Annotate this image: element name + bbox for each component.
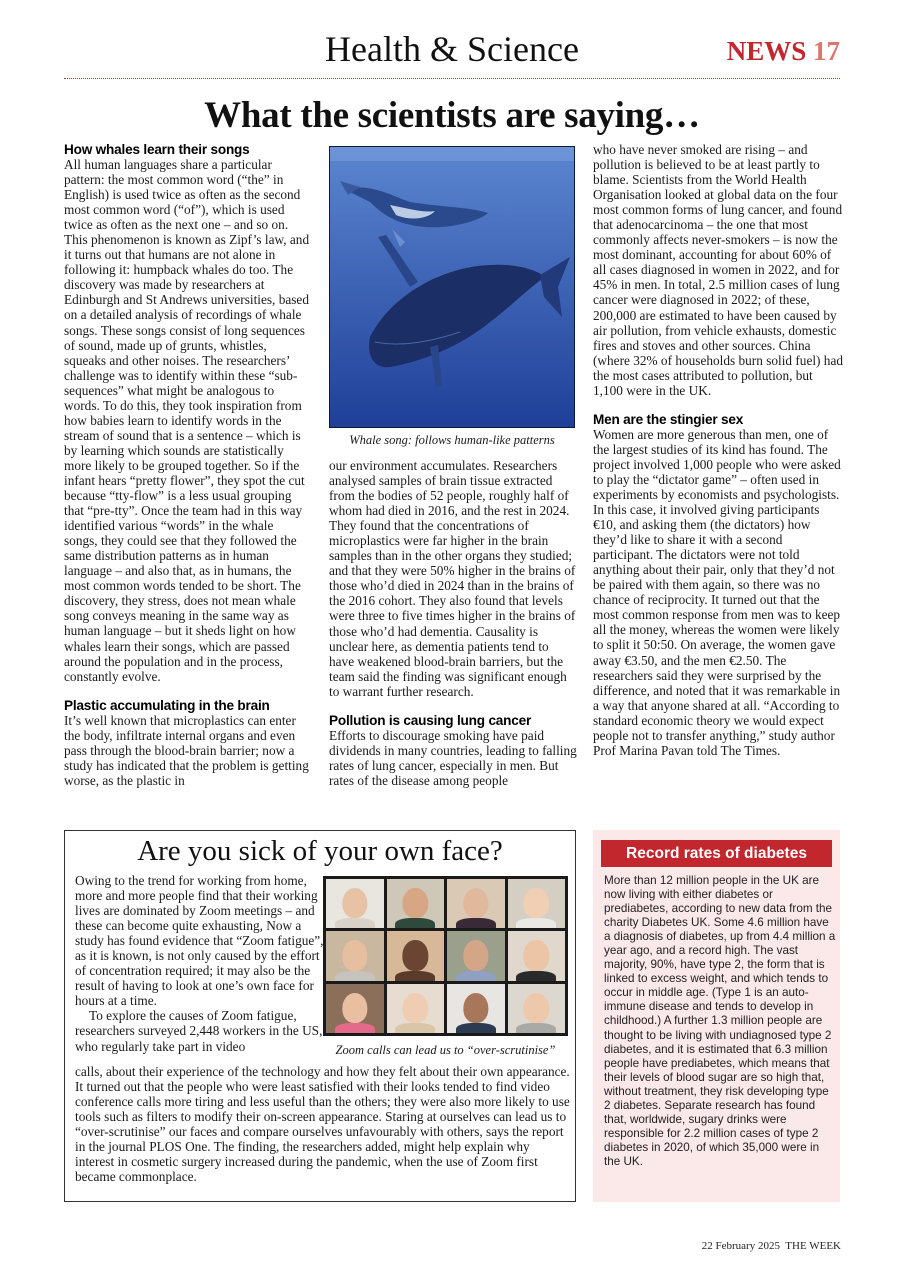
participant-tile xyxy=(387,879,445,928)
column-2 xyxy=(329,458,577,788)
article-heading-pollution: Pollution is causing lung cancer xyxy=(329,712,532,728)
column-1 xyxy=(64,142,310,788)
article-body-whales: All human languages share a particular pattern: the most common word (“the” in English) is used twice as often as the second most common word (“of”), which is used twice as often as the next one – and so on. This phenomenon is known as Zipf’s law, and it turns out that humans are not alone in following it: humpback whales do too. The discovery was made by researchers at Edinburgh and St Andrews universities, based on a detailed analysis of recordings of whale songs. These songs consist of long sequences of sound, made up of grunts, whistles, squeaks and other noises. The researchers’ challenge was to identify within these “sub-sequences” what might be analogous to words. To do this, they took inspiration from how babies learn to identify words in the stream of sound that is a sentence – which is by learning which sounds are statistically more likely to be grouped together. So if the infant hears “pretty flower”, they spot the cut because “tty-flow” is a less usual grouping that “pre-tty”. Once the team had in this way identified various “words” in the whale songs, they could see that they followed the same distribution patterns as in human language – and also that, as in humans, the most common words tended to be short. The discovery, they stress, does not mean whale song conveys meaning in the same way as human language – but it sheds light on how whales learn their songs, which are passed around the population and in the process, constantly evolve. xyxy=(64,157,310,684)
feature-photo-caption: Zoom calls can lead us to “over-scrutinise” xyxy=(335,1043,556,1057)
news-page-label xyxy=(727,36,840,67)
page-headline: What the scientists are saying… xyxy=(204,95,700,136)
feature-paragraph-2-start: To explore the causes of Zoom fatigue, researchers surveyed 2,448 workers in the US, who regularly take part in video xyxy=(75,1008,323,1054)
section-title: Health & Science xyxy=(325,29,579,69)
whale-photo xyxy=(329,146,575,428)
news-label: NEWS xyxy=(726,36,807,66)
masthead xyxy=(64,28,840,78)
diabetes-heading: Record rates of diabetes xyxy=(601,840,832,867)
humpback-whale-icon xyxy=(330,147,575,428)
participant-tile xyxy=(387,984,445,1033)
publication-name: THE WEEK xyxy=(785,1240,841,1252)
article-heading-stingier: Men are the stingier sex xyxy=(593,411,744,427)
zoom-fatigue-feature xyxy=(64,830,576,1202)
page-number: 17 xyxy=(813,36,840,66)
participant-tile xyxy=(326,931,384,980)
issue-date: 22 February 2025 xyxy=(701,1240,780,1252)
feature-text-top xyxy=(75,873,325,1054)
participant-tile xyxy=(447,984,505,1033)
participant-tile xyxy=(326,984,384,1033)
article-heading-whales: How whales learn their songs xyxy=(64,142,250,157)
article-body-stingier: Women are more generous than men, one of the largest studies of its kind has found. The project involved 1,000 people who were asked to play the “dictator game” – often used in experiments by economists and psychologists. In this case, it involved giving participants €10, and asking them (the dictators) how they’d like to share it with a second participant. The dictators were not told anything about their pair, only that they’d not be paired with them again, so there was no chance of reciprocity. It turned out that the most common response from men was to keep all the money, whereas the women were likely to split it 50:50. On average, the women gave away €3.50, and the men €2.50. The researchers said they were surprised by the difference, and noted that it was remarkable in a way that anyone shared at all. “According to standard economic theory we would expect people not to transfer anything,” study author Prof Marina Pavan told The Times. xyxy=(593,426,841,758)
feature-paragraph-1: Owing to the trend for working from home, more and more people find that their working lives are dominated by Zoom meetings – and these can become quite exhausting, Now a study has found evidence that “Zoom fatigue”, as it is known, is not only caused by the effort of concentration required; it may also be the result of having to look at one’s own face for hours at a time. xyxy=(75,873,324,1009)
video-call-grid-photo xyxy=(323,876,568,1036)
article-body-plastic-part2: our environment accumulates. Researchers analysed samples of brain tissue extracted from the bodies of 52 people, roughly half of whom had died in 2016, and the rest in 2024. They found that the concentrations of microplastics were far higher in the brain samples than in the other organs they studied; and that they were 50% higher in the brains of those who’d died in 2024 than in the brains of the 2016 cohort. They also found that levels were three to five times higher in the brains of those who’d had dementia. Causality is unclear here, as dementia patients tend to have weakened blood-brain barriers, but the team said the finding was significant enough to warrant further research. xyxy=(329,458,576,699)
participant-tile xyxy=(508,984,566,1033)
page-footer xyxy=(702,1240,841,1252)
header-divider xyxy=(64,78,840,79)
article-body-pollution-part2: who have never smoked are rising – and pollution is believed to be at least partly to blame. Scientists from the World Health Organisation looked at global data on the four most common forms of lung cancer, and found that adenocarcinoma – the one that most commonly affects never-smokers – is now the most dominant, accounting for about 60% of all cases diagnosed in women in 2022, and for 45% in men. In total, 2.5 million cases of lung cancer were diagnosed in 2022; of these, 200,000 are estimated to have been caused by air pollution, from vehicle exhausts, domestic fires and stoves and other sources. China (where 32% of households burn solid fuel) had the most cases attributed to pollution, but 1,100 were in the UK. xyxy=(593,142,843,398)
whale-photo-caption: Whale song: follows human-like patterns xyxy=(349,433,555,447)
article-heading-plastic: Plastic accumulating in the brain xyxy=(64,697,270,713)
article-body-plastic-part1: It’s well known that microplastics can enter the body, infiltrate internal organs and even pass through the blood-brain barrier; now a study has indicated that the problem is getting worse, as the plastic in xyxy=(64,712,309,788)
participant-tile xyxy=(387,931,445,980)
participant-tile xyxy=(447,879,505,928)
feature-paragraph-2-rest: calls, about their experience of the technology and how they felt about their own appearance. It turned out that the people who were least satisfied with their looks tended to find video conference calls more tiring and less useful than the others; they were also more likely to use tools such as filters to modify their on-screen appearance. Staring at ourselves can lead us to “over-scrutinise” our faces and compare ourselves unfavourably with others, says the report in the journal PLOS One. The finding, the researchers added, might help explain why interest in cosmetic surgery increased during the pandemic, when the use of Zoom first became commonplace. xyxy=(75,1064,570,1185)
diabetes-sidebar-box xyxy=(593,830,840,1202)
participant-tile xyxy=(508,879,566,928)
feature-title: Are you sick of your own face? xyxy=(137,835,503,867)
article-body-pollution-part1: Efforts to discourage smoking have paid dividends in many countries, leading to falling rates of lung cancer, especially in men. But rates of the disease among people xyxy=(329,727,577,788)
column-3 xyxy=(593,142,843,758)
diabetes-body: More than 12 million people in the UK are now living with either diabetes or prediabetes, according to new data from the charity Diabetes UK. Some 4.6 million have a diagnosis of diabetes, up from 4.4 million a year ago, and a record high. The vast majority, 90%, have type 2, the form that is linked to excess weight, and which tends to occur in middle age. (Type 1 is an auto-immune disease and tends to develop in childhood.) A further 1.3 million people are thought to be living with undiagnosed type 2 diabetes, and it is estimated that 6.3 million people have prediabetes, which means that their levels of blood sugar are so high that, without treatment, they risk developing type 2 diabetes. Separate research has found that, worldwide, sugary drinks were responsible for 2.2 million cases of type 2 diabetes in 2020, of which 35,000 were in the UK. xyxy=(604,874,836,1168)
participant-tile xyxy=(326,879,384,928)
participant-tile xyxy=(447,931,505,980)
participant-tile xyxy=(508,931,566,980)
